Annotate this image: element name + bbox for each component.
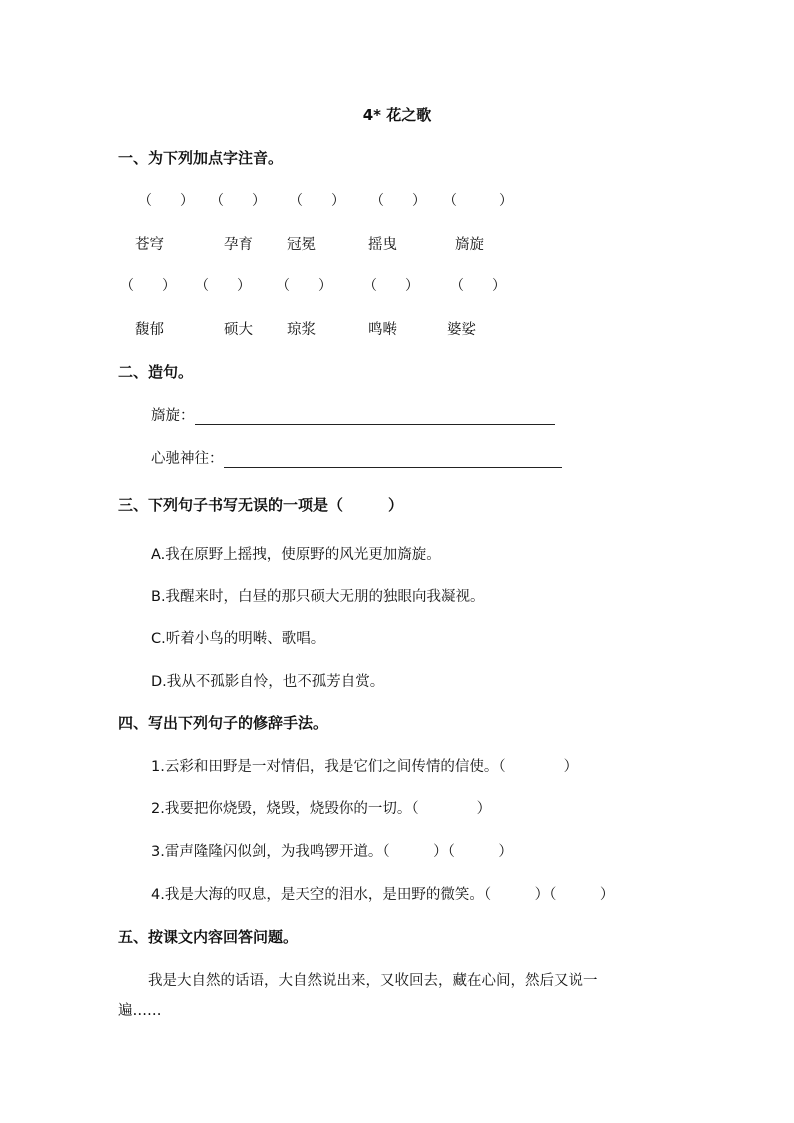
word-guanmian: 冠冕: [287, 237, 316, 253]
pinyin-blank-9: （ ）: [363, 278, 419, 294]
sentence-item-1: [151, 404, 555, 425]
word-posuo: 婆娑: [447, 322, 476, 338]
rhetoric-item-2: 2.我要把你烧毁，烧毁，烧毁你的一切。（ ）: [151, 801, 492, 817]
word-fuyu: 馥郁: [135, 322, 164, 338]
pinyin-blank-2: （ ）: [210, 193, 266, 209]
word-cangqiong: 苍穹: [135, 237, 164, 253]
pinyin-blank-7: （ ）: [195, 278, 251, 294]
pinyin-blank-5: （ ）: [443, 193, 513, 209]
word-yaoye: 摇曳: [368, 237, 397, 253]
passage-line-2: 遍……: [118, 1003, 162, 1019]
sentence-item-2: [151, 447, 562, 468]
sentence-label-1: 旖旋：: [151, 408, 195, 424]
pinyin-blank-1: （ ）: [138, 193, 194, 209]
word-yixuan: 旖旋: [455, 237, 484, 253]
word-yunyu: 孕育: [224, 237, 253, 253]
pinyin-blank-4: （ ）: [370, 193, 426, 209]
option-c: C.听着小鸟的明啭、歌唱。: [151, 631, 326, 647]
pinyin-blank-3: （ ）: [289, 193, 345, 209]
section-4-heading: 四、写出下列句子的修辞手法。: [118, 714, 329, 732]
word-mingzhuan: 鸣啭: [368, 322, 397, 338]
option-a: A.我在原野上摇拽，使原野的风光更加旖旋。: [151, 547, 441, 563]
section-1-heading: 一、为下列加点字注音。: [118, 149, 284, 167]
section-2-heading: 二、造句。: [118, 363, 194, 381]
rhetoric-item-3: 3.雷声隆隆闪似剑，为我鸣锣开道。（ ）（ ）: [151, 844, 513, 860]
word-shuoda: 硕大: [224, 322, 253, 338]
rhetoric-item-1: 1.云彩和田野是一对情侣，我是它们之间传情的信使。（ ）: [151, 759, 579, 775]
pinyin-blank-6: （ ）: [120, 278, 176, 294]
answer-line-2[interactable]: [224, 451, 562, 468]
option-d: D.我从不孤影自怜，也不孤芳自赏。: [151, 674, 385, 690]
sentence-label-2: 心驰神往：: [151, 451, 224, 467]
rhetoric-item-4: 4.我是大海的叹息，是天空的泪水，是田野的微笑。（ ）（ ）: [151, 887, 615, 903]
passage-line-1: 我是大自然的话语，大自然说出来，又收回去，藏在心间，然后又说一: [148, 973, 598, 989]
answer-line-1[interactable]: [195, 408, 555, 425]
pinyin-blank-8: （ ）: [276, 278, 332, 294]
section-5-heading: 五、按课文内容回答问题。: [118, 928, 299, 946]
word-qiongjiang: 琼浆: [287, 322, 316, 338]
section-3-heading: 三、下列句子书写无误的一项是（ ）: [118, 496, 404, 514]
pinyin-blank-10: （ ）: [450, 278, 506, 294]
option-b: B.我醒来时，白昼的那只硕大无朋的独眼向我凝视。: [151, 589, 485, 605]
page-title: 4* 花之歌: [362, 106, 432, 124]
